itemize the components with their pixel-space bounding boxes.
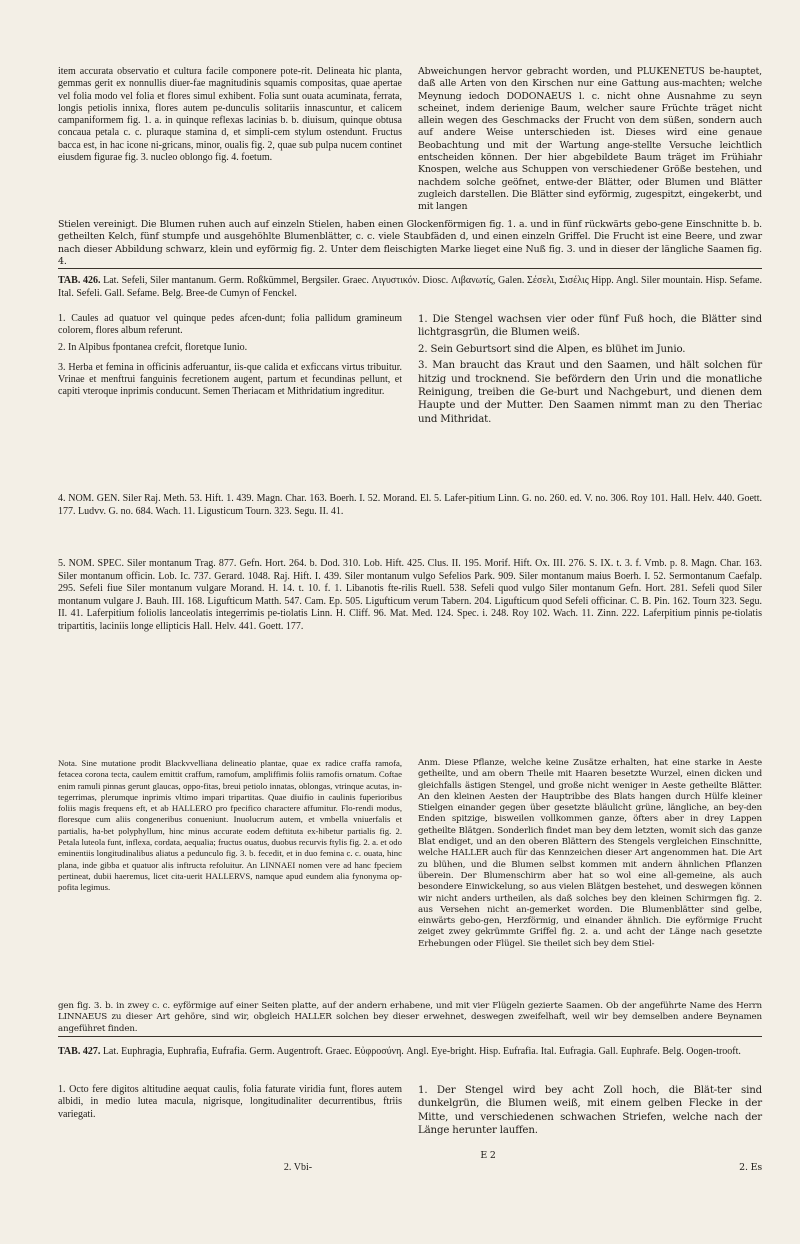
nota-german: Anm. Diese Pflanze, welche keine Zusätze erhalten, hat eine starke in Aeste getheilte, und am obern Theile mit Haaren besetzte Wurzel, einen dicken und gleichfalls ästigen Stengel, und große nicht weniger in Aeste getheilte Blätter. An den kleinen Aesten der Hauptribbe des Blats hangen durch Hülfe kleiner Stielgen einander gegen über gesetzte bläulicht grüne, längliche, an bey-den Enden spitzige, bisweilen vollkommen ganze, öfters aber in drey Lappen getheilte Blätgen. Sonderlich findet man bey dem letzten, womit sich das ganze Blat endiget, und an den oberen Blättern des Stengels vergleichen Einschnitte, welche HALLER auch für das Kennzeichen dieser Art angenommen hat. Die Art zu blühen, und die Blumen selbst kommen mit andern ähnlichen Pflanzen überein. Der Blumenschirm aber hat so wol eine all-gemeine, als auch besondere Einwickelung, so aus vielen Blätgen bestehet, und deswegen können wir nicht anders urtheilen, als daß solches bey den kleinen Schirmgen fig. 2. aus Versehen nicht an-gemerket worden. Die Blumenblätter sind gelbe, einwärts gebo-gen, Herzförmig, und einander ähnlich. Die eyförmige Frucht zeiget zwey gekrümmte Griffel fig. 2. a. und acht der Länge nach gesetzte Erhebungen oder Flügel. Sie theilet sich bey dem Stiel- <box>418 758 762 949</box>
tab-426-names: Lat. Sefeli, Siler mantanum. Germ. Roßkümmel, Bergsiler. Graec. Λιγυστικόν. Diosc. Λιβανωτίς, Galen. Σέσελι, Σισέλις Hipp. Angl. Siler mountain. Hisp. Sefame. Ital. Sefeli. Gall. Sefame. Belg. Bree-de Cumyn of Fenckel. <box>58 275 762 299</box>
item-1-german: 1. Die Stengel wachsen vier oder fünf Fuß hoch, die Blätter sind lichtgrasgrün, die Blumen weiß. <box>418 314 762 339</box>
tab-426-label: TAB. 426. <box>58 275 101 286</box>
top-german: Abweichungen hervor gebracht worden, und PLUKENETUS be-hauptet, daß alle Arten von den Kirschen nur eine Gattung aus-machten; welche Meynung iedoch DODONAEUS l. c. nicht ohne Ausnahme zu seyn scheinet, indem derienige Baum, welcher saure Früchte träget nicht allein wegen des Geschmacks der Frucht von dem süßen, sondern auch auf andere Weise unterschieden ist. Dieses wird eine genaue Beobachtung und mit der Wartung ange-stellte Versuche leichtlich entscheiden können. Der hier abgebildete Baum träget im Frühiahr Knospen, welche aus Schuppen von verschiedener Größe bestehen, und nachdem solche geöfnet, entwe-der Blätter, oder Blumen und Blätter zugleich darstellen. Die Blätter sind eyförmig, zugespitzt, eingekerbt, und mit langen <box>418 66 762 213</box>
item-3-german: 3. Man braucht das Kraut und den Saamen, und hält solchen für hitzig und trocknend. Sie befördern den Urin und die monatliche Reinigung, treiben die Ge-burt und Nachgeburt, und dienen dem Haupte und der Mutter. Den Saamen nimmt man zu den Theriac und Mithridat. <box>418 360 762 425</box>
top-latin: item accurata observatio et cultura facile componere pote-rit. Delineata hic planta, gemmas gerit ex nonnullis diuer-fae magnitudinis squamis compositas, quae apertae vel folia modo vel folia et flores simul exhibent. Folia sunt ouata acuminata, ferrata, longis petiolis innixa, flores autem pe-dunculis solitariis innascuntur, et calicem campaniformem fig. 1. a. in quinque reflexas lacinias b. b. diuisum, quinque obtusa concaua petala c. c. pluraque stamina d, et simpli-cem stylum ostendunt. Fructus bacca est, in hac icone ni-gricans, minor, oualis fig. 2, quae sub pulpa nucem continet eiusdem figurae fig. 3. nucleo oblongo fig. 4. foetum. <box>58 66 402 164</box>
tab-427-names: Lat. Euphragia, Euphrafia, Eufrafia. Germ. Augentroft. Graec. Εὐφροσύνη. Angl. Eye-bright. Hisp. Eufrafia. Ital. Eufragia. Gall. Euphrafe. Belg. Oogen-trooft. <box>102 1046 741 1057</box>
item-1-latin: 1. Caules ad quatuor vel quinque pedes afcen-dunt; folia pallidum gramineum colorem, flores album referunt. <box>58 313 402 337</box>
entry-427-header <box>58 1046 762 1059</box>
divider-2 <box>58 1036 762 1037</box>
item-4-nomina-generica: 4. NOM. GEN. Siler Raj. Meth. 53. Hift. 1. 439. Magn. Char. 163. Boerh. I. 52. Morand. El. 5. Lafer-pitium Linn. G. no. 260. ed. V. no. 306. Roy 101. Hall. Helv. 440. Goett. 177. Ludvv. G. no. 684. Wach. 11. Ligusticum Tourn. 323. Segu. II. 41. <box>58 493 762 517</box>
nota-bottom-line: gen fig. 3. b. in zwey c. c. eyförmige auf einer Seiten platte, auf der andern erhabene, und mit vier Flügeln gezierte Saamen. Ob der angeführte Name des Herrn LINNAEUS zu dieser Art gehöre, sind wir, obgleich HALLER solchen bey dieser erwehnet, deswegen zweifelhaft, weil wir bey demselben andere Beynamen angeführet finden. <box>58 1001 762 1034</box>
nota-latin: Nota. Sine mutatione prodit Blackvvelliana delineatio plantae, quae ex radice craffa ramofa, fetacea corona tecta, caulem emittit craffum, ramofum, ampliffimis foliis ramofis ornatum. Coftae enim ramuli pinnas gerunt glaucas, oppo-fitas, breui petiolo innatas, oblongas, vtrinque acutas, in-tegerrimas, plerumque inprimis vltimo impari tripartitas. Quae diuifio in caulinis fuperioribus foliis magis frequens eft, et ab HALLERO pro fpecifico charactere affumitur. Flo-rendi modus, floresque cum aliis congeneribus conueniunt. Inuolucrum autem, et vmbella vniuerfalis et partialis, ha-bet polyphyllum, hinc minus accurate eodem deftituta ex-hibetur partialis fig. 2. Petala luteola funt, inflexa, cordata, aequalia; fructus ouatus, duobus recurvis ftylis fig. 2. a. et odo eminentiis longitudinalibus aliatus a pedunculo fig. 3. b. fecedit, et in duo femina c. c. ouata, hinc plana, inde gibba et quatuor alis inftructa refoluitur. An LINNAEI nomen vere ad hanc fpeciem pertineat, dubii haeremus, licet cita-uerit HALLERVS, namque apud eundem alia fynonyma op-pofita legimus. <box>58 758 402 893</box>
tab-427-label: TAB. 427. <box>58 1046 101 1057</box>
item-3-latin: 3. Herba et femina in officinis adferuantur, iis-que calida et exficcans virtus tribuitur. Vrinae et menftrui fanguinis fecretionem augent, partum et fecundinas pellunt, et capiti vteroque inprimis conducunt. Semen Theriacam et Mithridatium ingreditur. <box>58 361 402 398</box>
entry-427-item-1 <box>58 1084 762 1138</box>
tab-427-item-1-latin: 1. Octo fere digitos altitudine aequat caulis, folia faturate viridia funt, flores autem albidi, in medio lutea macula, nigrisque, longitudinaliter decurrentibus, ftriis variegati. <box>58 1084 402 1120</box>
catchword-right: 2. Es <box>739 1162 762 1173</box>
catchword-left: 2. Vbi- <box>283 1162 313 1173</box>
top-section <box>58 66 762 214</box>
signature-mark: E 2 <box>480 1150 496 1161</box>
item-2-latin: 2. In Alpibus fpontanea crefcit, floretque Iunio. <box>58 341 248 353</box>
item-2-german: 2. Sein Geburtsort sind die Alpen, es blühet im Junio. <box>418 343 686 355</box>
top-bottom-line: Stielen vereinigt. Die Blumen ruhen auch auf einzeln Stielen, haben einen Glockenförmigen fig. 1. a. und in fünf rückwärts gebo-gene Einschnitte b. b. getheilten Kelch, fünf stumpfe und ausgehöhlte Blumenblätter, c. c. viele Staubfäden d, und einen einzeln Griffel. Die Frucht ist eine Beere, und zwar nach dieser Abbildung schwarz, klein und eyförmig fig. 2. Unter dem fleischigten Marke lieget eine Nuß fig. 3. und in dieser der längliche Saamen fig. 4. <box>58 219 762 267</box>
entry-426-items-1-3 <box>58 313 762 426</box>
nota-section <box>58 758 762 950</box>
item-5-nomina-specifica: 5. NOM. SPEC. Siler montanum Trag. 877. Gefn. Hort. 264. b. Dod. 310. Lob. Hift. 425. Clus. II. 195. Morif. Hift. Ox. III. 276. S. IX. t. 3. f. Vmb. p. 8. Magn. Char. 163. Siler montanum officin. Lob. Ic. 737. Gerard. 1048. Raj. Hift. I. 439. Siler montanum vulgo Sefelios Park. 909. Siler montanum maius Boerh. I. 52. Sermontanum Caefalp. 295. Sefeli fiue Siler montanum vulgare Morand. H. 14. t. 10. f. 1. Libanotis fte-rilis Ruell. 538. Sefeli quod vulgo Siler montanum Gefn. Hort. 281. Sefeli quod Siler montanum vulgare J. Bauh. III. 168. Ligufticum Matth. 547. Cam. Ep. 505. Ligufticum verum Tabern. 204. Ligufticum quod Sefeli officinar. C. B. Pin. 162. Tourn 323. Segu. II. 41. Laferpitium foliolis lanceolatis integerrimis pe-tiolatis Linn. H. Cliff. 96. Mat. Med. 124. Spec. i. 248. Roy 102. Wach. 11. Zinn. 222. Laferpitium pinnis pe-tiolatis tripartitis, laciniis longe ellipticis Hall. Helv. 441. Goett. 177. <box>58 558 762 632</box>
tab-427-item-1-german: 1. Der Stengel wird bey acht Zoll hoch, die Blät-ter sind dunkelgrün, die Blumen weiß, mit einem gelben Flecke in der Mitte, und verschiedenen schwachen Striefen, welche nach der Länge herunter lauffen. <box>418 1085 762 1137</box>
divider-1 <box>58 268 762 269</box>
entry-426-header <box>58 275 762 300</box>
